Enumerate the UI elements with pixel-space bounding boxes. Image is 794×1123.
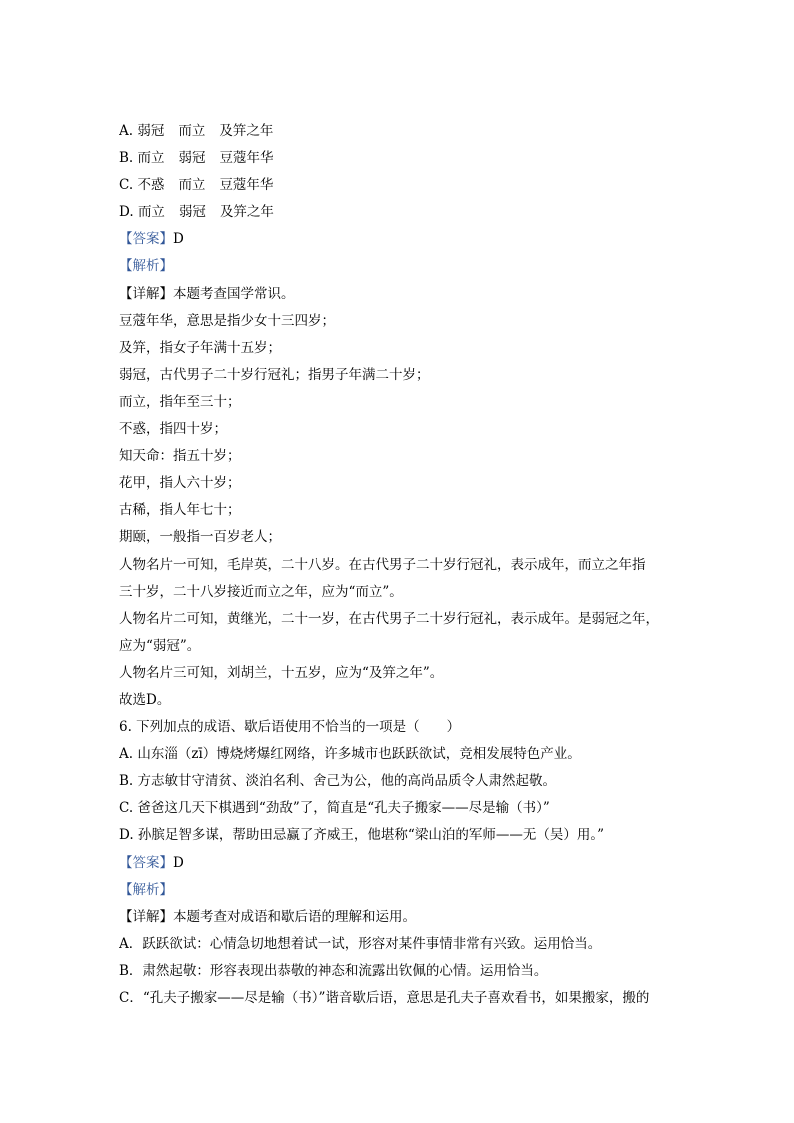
analysis-line (119, 253, 689, 280)
question-option: C. 爸爸这几天下棋遇到“劲敌”了，简直是“孔夫子搬家——尽是输（书）” (119, 800, 550, 817)
detail-line: 而立，指年至三十； (119, 393, 241, 410)
detail-line: 及笄，指女子年满十五岁； (119, 339, 281, 356)
detail-line: 【详解】本题考查对成语和歇后语的理解和运用。 (119, 908, 416, 925)
detail-line: 期颐，一般指一百岁老人； (119, 529, 281, 546)
detail-line: 三十岁，二十八岁接近而立之年，应为“而立”。 (119, 583, 403, 600)
detail-line: 人物名片二可知，黄继光，二十一岁，在古代男子二十岁行冠礼，表示成年。是弱冠之年， (119, 610, 659, 627)
detail-line: C．“孔夫子搬家——尽是输（书）”谐音歇后语，意思是孔夫子喜欢看书，如果搬家，搬的 (119, 990, 650, 1006)
detail-line: 弱冠，古代男子二十岁行冠礼；指男子年满二十岁； (119, 366, 430, 383)
detail-line: 不惑，指四十岁； (119, 421, 227, 438)
answer-tag: 【答案】 (119, 231, 173, 248)
analysis-line (119, 877, 689, 904)
detail-tag: 【详解】 (119, 908, 173, 925)
detail-line: A．跃跃欲试：心情急切地想着试一试，形容对某件事情非常有兴致。运用恰当。 (119, 935, 602, 952)
answer-line (119, 226, 689, 253)
document-page (119, 118, 689, 1012)
option-b: B. 而立 弱冠 豆蔻年华 (119, 150, 274, 167)
analysis-tag: 【解析】 (119, 881, 173, 898)
detail-line: 豆蔻年华，意思是指少女十三四岁； (119, 312, 335, 329)
detail-line: 知天命：指五十岁； (119, 448, 241, 465)
question-option: A. 山东淄（zī）博烧烤爆红网络，许多城市也跃跃欲试，竞相发展特色产业。 (119, 746, 581, 763)
detail-line: B．肃然起敬：形容表现出恭敬的神态和流露出钦佩的心情。运用恰当。 (119, 962, 548, 979)
detail-line: 故选D。 (119, 691, 171, 708)
option-c: C. 不惑 而立 豆蔻年华 (119, 177, 274, 194)
detail-line: 花甲，指人六十岁； (119, 475, 241, 492)
answer-line (119, 850, 689, 877)
detail-line: 古稀，指人年七十； (119, 502, 241, 519)
answer-tag: 【答案】 (119, 854, 173, 871)
question-option: B. 方志敏甘守清贫、淡泊名利、舍己为公，他的高尚品质令人肃然起敬。 (119, 773, 557, 790)
option-d: D. 而立 弱冠 及笄之年 (119, 204, 274, 221)
detail-tag: 【详解】 (119, 285, 173, 302)
answer-value: D (173, 231, 184, 248)
detail-line: 应为“弱冠”。 (119, 637, 201, 654)
detail-line: 人物名片一可知，毛岸英，二十八岁。在古代男子二十岁行冠礼，表示成年，而立之年指 (119, 556, 646, 573)
option-a: A. 弱冠 而立 及笄之年 (119, 123, 274, 139)
detail-line: 人物名片三可知，刘胡兰，十五岁，应为“及笄之年”。 (119, 664, 444, 681)
question-stem: 6. 下列加点的成语、歇后语使用不恰当的一项是（ ） (119, 719, 461, 736)
detail-line: 【详解】本题考查国学常识。 (119, 285, 295, 302)
answer-value: D (173, 854, 184, 871)
question-option: D. 孙膑足智多谋，帮助田忌赢了齐威王，他堪称“梁山泊的军师——无（吴）用。” (119, 827, 604, 844)
analysis-tag: 【解析】 (119, 258, 173, 275)
